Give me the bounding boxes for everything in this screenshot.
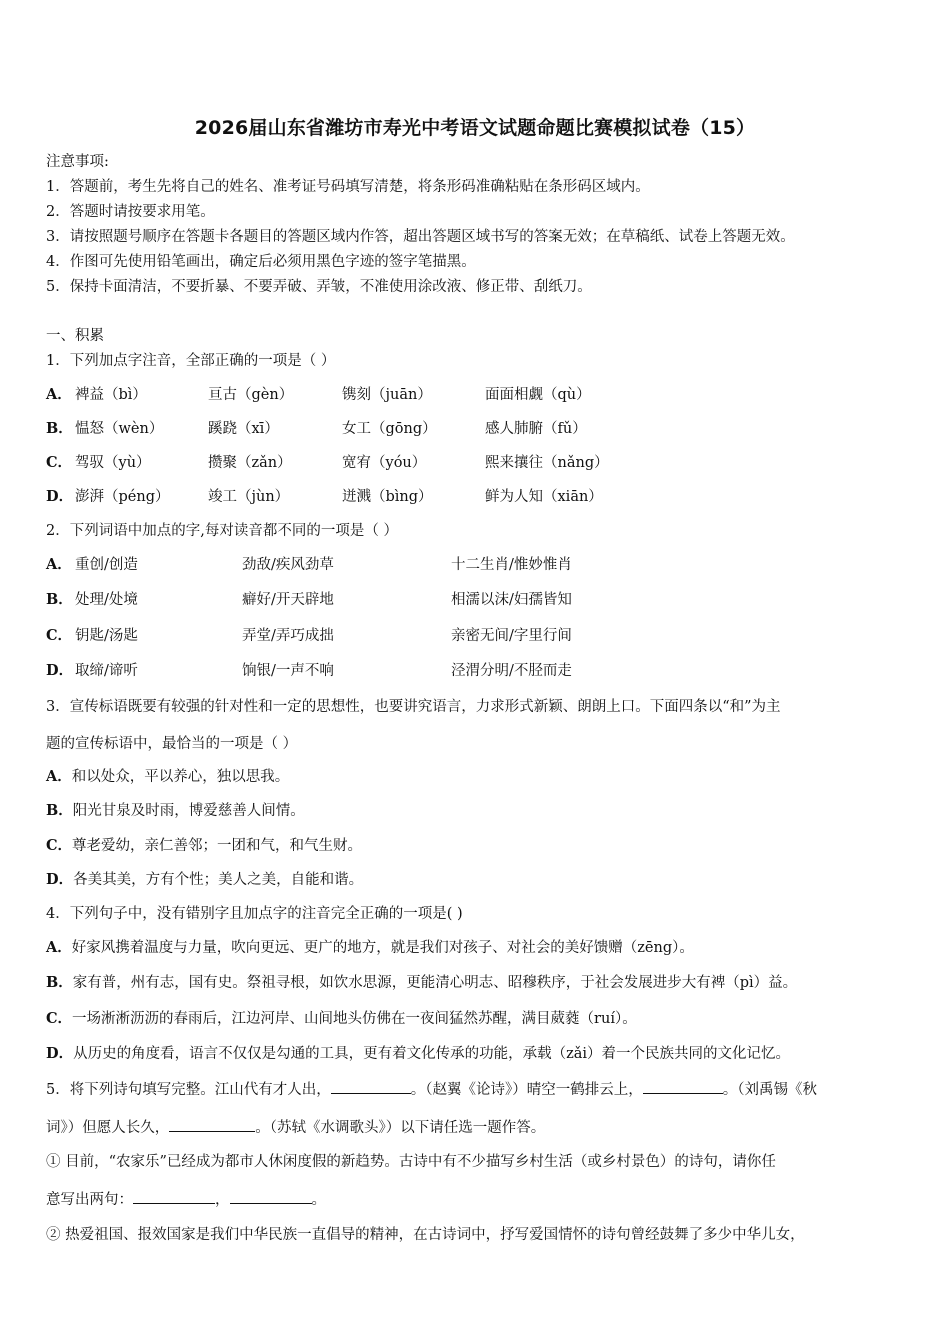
option-item: 弄堂/弄巧成拙 <box>242 628 334 644</box>
q5-line2 <box>46 1117 545 1138</box>
q5-sub2: ② 热爱祖国、报效国家是我们中华民族一直倡导的精神，在古诗词中，抒写爱国情怀的诗句曾经鼓舞了多少中华儿女， <box>46 1227 805 1243</box>
option-item: 相濡以沫/妇孺皆知 <box>451 592 572 608</box>
option-item: 熙来攘往（nǎng） <box>485 455 609 471</box>
option-text: 各美其美，方有个性；美人之美，自能和谐。 <box>73 872 364 888</box>
q3-option-b <box>46 801 305 821</box>
notice-item-5: 5．保持卡面清洁，不要折暴、不要弄破、弄皱，不准使用涂改液、修正带、刮纸刀。 <box>46 279 592 295</box>
option-item: 攒聚（zǎn） <box>208 455 292 471</box>
option-label: A． <box>46 556 72 573</box>
q5-text: 。（苏轼《水调歌头》）以下请任选一题作答。 <box>255 1120 546 1136</box>
q5-line1 <box>46 1079 817 1100</box>
option-item: 驾驭（yù） <box>75 455 151 471</box>
option-item: 蹊跷（xī） <box>208 421 279 437</box>
option-item: 鲜为人知（xiān） <box>485 489 603 505</box>
option-text: 从历史的角度看，语言不仅仅是勾通的工具，更有着文化传承的功能，承载（zǎi）着一个民族共同的文化记忆。 <box>73 1046 790 1062</box>
option-label: D． <box>46 871 74 888</box>
answer-blank[interactable] <box>169 1117 255 1132</box>
option-label: A． <box>46 939 72 956</box>
option-label: C． <box>46 454 73 471</box>
option-item: 迸溅（bìng） <box>342 489 433 505</box>
q3-stem-line1: 3．宣传标语既要有较强的针对性和一定的思想性，也要讲究语言，力求形式新颖、朗朗上口。下面四条以“和”为主 <box>46 699 781 715</box>
option-item: 十二生肖/惟妙惟肖 <box>451 557 572 573</box>
q4-option-d <box>46 1044 790 1064</box>
option-label: D． <box>46 488 74 505</box>
q4-stem: 4．下列句子中，没有错别字且加点字的注音完全正确的一项是( ) <box>46 906 463 922</box>
option-label: B． <box>46 591 73 608</box>
option-item: 镌刻（juān） <box>342 387 432 403</box>
option-item: 宽宥（yóu） <box>342 455 427 471</box>
q3-option-a <box>46 767 289 787</box>
q5-text: 。（赵翼《论诗》）晴空一鹤排云上， <box>410 1082 643 1098</box>
option-label: C． <box>46 837 73 854</box>
option-text: 一场淅淅沥沥的春雨后，江边河岸、山间地头仿佛在一夜间猛然苏醒，满目葳蕤（ruí）。 <box>72 1011 637 1027</box>
exam-title: 2026届山东省潍坊市寿光中考语文试题命题比赛模拟试卷（15） <box>194 117 756 139</box>
option-label: D． <box>46 662 74 679</box>
q1-stem: 1．下列加点字注音，全部正确的一项是（ ） <box>46 353 336 369</box>
option-label: B． <box>46 974 73 991</box>
option-item: 钥匙/汤匙 <box>75 628 138 644</box>
option-text: 阳光甘泉及时雨，博爱慈善人间情。 <box>72 803 305 819</box>
q5-text: 词》）但愿人长久， <box>46 1120 170 1136</box>
q3-option-c <box>46 836 362 856</box>
option-text: 尊老爱幼，亲仁善邻；一团和气，和气生财。 <box>72 838 363 854</box>
option-item: 癖好/开天辟地 <box>242 592 334 608</box>
option-item: 重创/创造 <box>75 557 138 573</box>
notice-item-3: 3．请按照题号顺序在答题卡各题目的答题区域内作答，超出答题区域书写的答案无效；在草稿纸、试卷上答题无效。 <box>46 229 795 245</box>
q4-option-a <box>46 938 694 958</box>
option-item: 澎湃（péng） <box>75 489 170 505</box>
notice-item-1: 1．答题前，考生先将自己的姓名、准考证号码填写清楚，将条形码准确粘贴在条形码区域内。 <box>46 179 650 195</box>
option-item: 泾渭分明/不胫而走 <box>451 663 572 679</box>
answer-blank[interactable] <box>331 1079 411 1094</box>
option-item: 面面相觑（qù） <box>485 387 591 403</box>
option-item: 取缔/谛听 <box>75 663 138 679</box>
option-label: C． <box>46 627 73 644</box>
answer-blank[interactable] <box>133 1189 215 1204</box>
option-text: 好家风携着温度与力量，吹向更远、更广的地方，就是我们对孩子、对社会的美好馈赠（zēng）。 <box>71 940 694 956</box>
option-label: C． <box>46 1010 73 1027</box>
option-item: 愠怒（wèn） <box>75 421 164 437</box>
option-item: 感人肺腑（fǔ） <box>485 421 587 437</box>
option-item: 饷银/一声不响 <box>242 663 334 679</box>
option-label: B． <box>46 802 73 819</box>
notice-item-4: 4．作图可先使用铅笔画出，确定后必须用黑色字迹的签字笔描黑。 <box>46 254 476 270</box>
option-item: 亲密无间/字里行间 <box>451 628 572 644</box>
q5-text: ， <box>215 1192 230 1208</box>
q3-stem-line2: 题的宣传标语中，最恰当的一项是（ ） <box>46 736 298 752</box>
q5-text: 意写出两句： <box>46 1192 133 1208</box>
option-text: 和以处众，平以养心，独以思我。 <box>71 769 290 785</box>
q4-option-c <box>46 1009 637 1029</box>
option-label: A． <box>46 768 72 785</box>
option-item: 裨益（bì） <box>75 387 147 403</box>
notice-heading: 注意事项: <box>46 154 109 170</box>
q5-sub1-line2 <box>46 1189 326 1210</box>
q3-option-d <box>46 870 363 890</box>
q5-sub1-line1: ① 目前，“农家乐”已经成为都市人休闲度假的新趋势。古诗中有不少描写乡村生活（或乡村景色）的诗句，请你任 <box>46 1154 776 1170</box>
q5-text: 。 <box>311 1192 326 1208</box>
option-label: A． <box>46 386 72 403</box>
option-text: 家有普，州有志，国有史。祭祖寻根，如饮水思源，更能清心明志、昭穆秩序，于社会发展进步大有裨（pì）益。 <box>72 975 798 991</box>
q4-option-b <box>46 973 797 993</box>
answer-blank[interactable] <box>643 1079 723 1094</box>
section-heading: 一、积累 <box>46 328 104 344</box>
option-label: B． <box>46 420 73 437</box>
answer-blank[interactable] <box>230 1189 312 1204</box>
option-item: 劲敌/疾风劲草 <box>242 557 334 573</box>
option-item: 处理/处境 <box>75 592 138 608</box>
q5-text: 。（刘禹锡《秋 <box>722 1082 817 1098</box>
option-label: D． <box>46 1045 74 1062</box>
option-item: 竣工（jùn） <box>208 489 290 505</box>
notice-item-2: 2．答题时请按要求用笔。 <box>46 204 215 220</box>
q5-text: 5．将下列诗句填写完整。江山代有才人出， <box>46 1082 331 1098</box>
q2-stem: 2．下列词语中加点的字,每对读音都不同的一项是（ ） <box>46 523 398 539</box>
option-item: 亘古（gèn） <box>208 387 294 403</box>
option-item: 女工（gōng） <box>342 421 437 437</box>
